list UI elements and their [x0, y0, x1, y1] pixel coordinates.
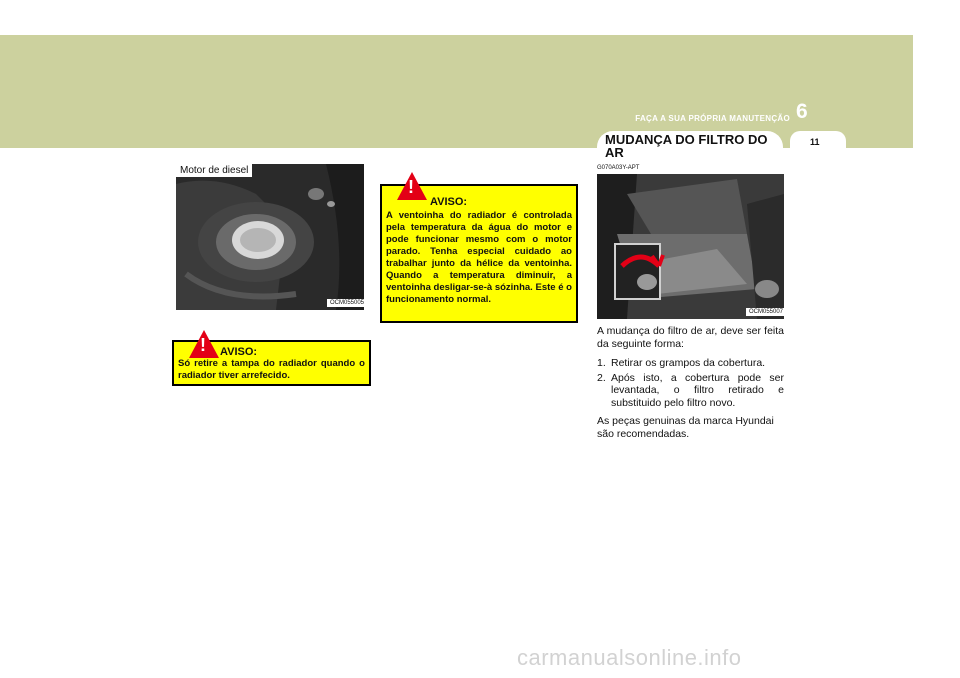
- warning-title: AVISO:: [430, 196, 468, 208]
- watermark: carmanualsonline.info: [517, 645, 742, 670]
- step-number: 2.: [597, 371, 606, 384]
- warning-icon: !: [189, 330, 219, 358]
- photo-code: OCM055005: [327, 299, 367, 307]
- header-band: [0, 35, 913, 148]
- warning-title: AVISO:: [220, 346, 258, 358]
- chapter-number: 6: [796, 100, 808, 123]
- warning-body: Só retire a tampa do radiador quando o radiador tiver arrefecido.: [178, 358, 365, 381]
- section-title: MUDANÇA DO FILTRO DO AR: [605, 132, 768, 160]
- radiator-cap-illustration: [176, 164, 364, 310]
- step-2: [597, 372, 784, 410]
- radiator-cap-warning: [172, 335, 371, 386]
- chapter-title: FAÇA A SUA PRÓPRIA MANUTENÇÃO: [635, 114, 790, 123]
- warning-icon: !: [397, 172, 427, 200]
- diesel-engine-photo: [176, 164, 364, 310]
- fan-warning: [380, 177, 578, 323]
- intro-text: A mudança do filtro de ar, deve ser feita da seguinte forma:: [597, 325, 784, 350]
- reference-code: G070A03Y-APT: [597, 165, 640, 171]
- photo-label: Motor de diesel: [176, 164, 252, 177]
- air-filter-photo: [597, 174, 784, 319]
- warning-body: A ventoinha do radiador é controlada pela temperatura da água do motor e pode funcionar mesmo com o motor parado. Tenha especial cuidado ao trabalhar junto da hélice da ventoinha. Quando a temperatura diminuir, a ventoinha desligar-se-à sózinha. Este é o funcionamento normal.: [386, 210, 572, 305]
- instructions: [597, 325, 784, 440]
- note-text: As peças genuinas da marca Hyundai são recomendadas.: [597, 415, 774, 440]
- step-1: [597, 357, 784, 370]
- air-filter-illustration: [597, 174, 784, 319]
- step-number: 1.: [597, 357, 606, 369]
- step-text: Após isto, a cobertura pode ser levantada, o filtro retirado e substituido pelo filtro novo.: [611, 371, 784, 409]
- step-text: Retirar os grampos da cobertura.: [611, 357, 766, 369]
- photo-code: OCM055007: [746, 308, 786, 316]
- page-number: 11: [810, 137, 820, 147]
